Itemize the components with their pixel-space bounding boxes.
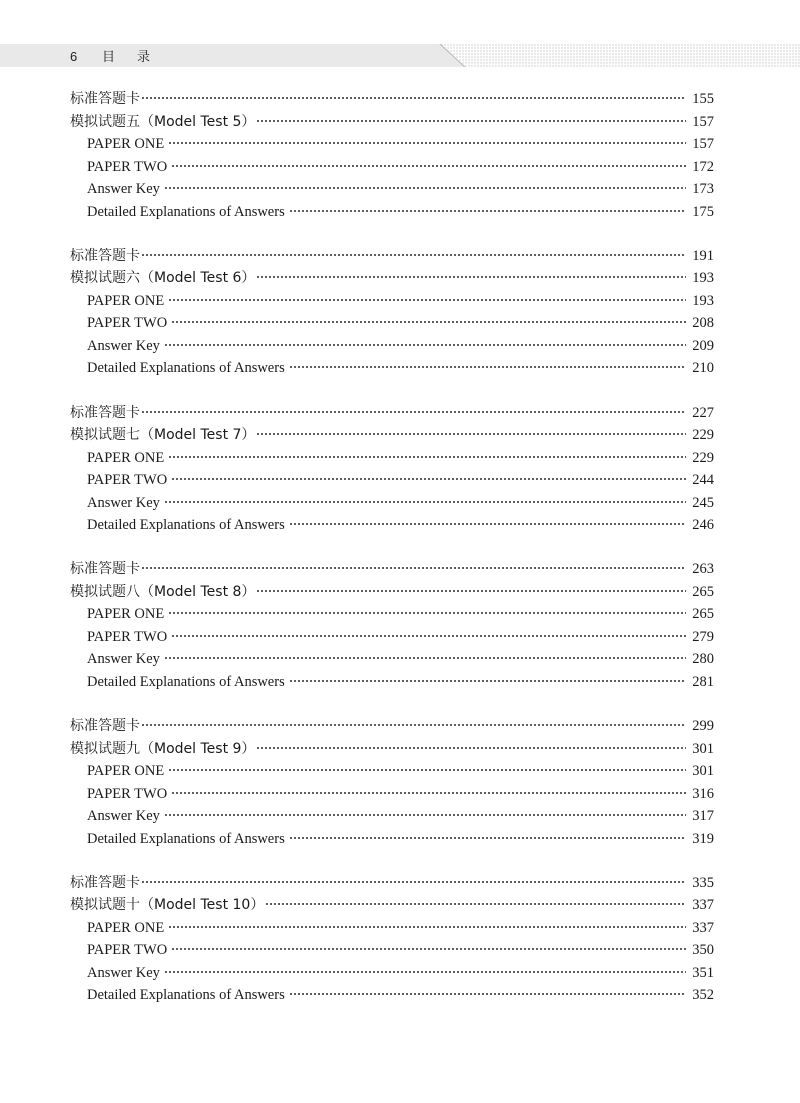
entry-label: PAPER TWO — [87, 472, 168, 489]
toc-entry-paper-two[interactable] — [70, 312, 714, 335]
entry-page: 210 — [692, 360, 714, 377]
page-title: 目录 — [102, 49, 173, 64]
entry-label: PAPER TWO — [87, 158, 168, 175]
dot-leader — [141, 721, 686, 729]
dot-leader — [168, 923, 686, 931]
entry-page: 209 — [692, 337, 714, 354]
toc-entry-answer-sheet[interactable] — [70, 402, 714, 425]
entry-page: 280 — [692, 651, 714, 668]
toc-entry-model-test[interactable] — [70, 111, 714, 134]
entry-label: 模拟试题六（Model Test 6） — [70, 270, 256, 287]
entry-page: 245 — [692, 494, 714, 511]
entry-page: 227 — [692, 404, 714, 421]
toc-entry-paper-two[interactable] — [70, 783, 714, 806]
dot-leader — [256, 744, 686, 752]
entry-page: 157 — [692, 113, 714, 130]
entry-label: 模拟试题七（Model Test 7） — [70, 427, 256, 444]
dot-leader — [164, 498, 686, 506]
toc-entry-answer-key[interactable] — [70, 805, 714, 828]
toc-entry-paper-two[interactable] — [70, 156, 714, 179]
toc-group-model-test-5 — [70, 88, 714, 223]
entry-page: 279 — [692, 628, 714, 645]
entry-page: 351 — [692, 964, 714, 981]
entry-page: 316 — [692, 785, 714, 802]
dot-leader — [171, 945, 686, 953]
dot-leader — [168, 296, 686, 304]
entry-label: PAPER ONE — [87, 292, 165, 309]
entry-label: PAPER TWO — [87, 628, 168, 645]
dot-leader — [168, 139, 686, 147]
entry-page: 208 — [692, 315, 714, 332]
entry-label: 模拟试题五（Model Test 5） — [70, 113, 256, 130]
entry-page: 281 — [692, 673, 714, 690]
entry-label: PAPER ONE — [87, 449, 165, 466]
dot-leader — [164, 654, 686, 662]
toc-entry-answer-sheet[interactable] — [70, 245, 714, 268]
entry-label: Answer Key — [87, 494, 160, 511]
toc-group-model-test-9 — [70, 715, 714, 850]
table-of-contents — [70, 88, 714, 1029]
entry-label: Answer Key — [87, 964, 160, 981]
toc-entry-model-test[interactable] — [70, 894, 714, 917]
entry-page: 191 — [692, 247, 714, 264]
entry-label: Detailed Explanations of Answers — [87, 360, 285, 377]
toc-entry-answer-key[interactable] — [70, 648, 714, 671]
entry-page: 352 — [692, 987, 714, 1004]
dot-leader — [141, 251, 686, 259]
entry-label: PAPER ONE — [87, 763, 165, 780]
dot-leader — [168, 766, 686, 774]
toc-entry-model-test[interactable] — [70, 267, 714, 290]
entry-label: 标准答题卡 — [70, 874, 140, 891]
toc-entry-paper-two[interactable] — [70, 469, 714, 492]
entry-page: 350 — [692, 942, 714, 959]
dot-leader — [171, 475, 686, 483]
dot-leader — [141, 564, 686, 572]
toc-entry-paper-one[interactable] — [70, 917, 714, 940]
toc-entry-answer-sheet[interactable] — [70, 558, 714, 581]
dot-leader — [168, 609, 686, 617]
toc-entry-model-test[interactable] — [70, 581, 714, 604]
entry-label: PAPER TWO — [87, 315, 168, 332]
toc-entry-answer-key[interactable] — [70, 492, 714, 515]
toc-entry-paper-one[interactable] — [70, 760, 714, 783]
entry-page: 301 — [692, 763, 714, 780]
toc-entry-explanations[interactable] — [70, 514, 714, 537]
toc-entry-explanations[interactable] — [70, 828, 714, 851]
entry-page: 265 — [692, 606, 714, 623]
toc-entry-paper-one[interactable] — [70, 290, 714, 313]
entry-label: 标准答题卡 — [70, 561, 140, 578]
toc-entry-paper-one[interactable] — [70, 603, 714, 626]
entry-label: Answer Key — [87, 651, 160, 668]
entry-page: 301 — [692, 740, 714, 757]
toc-entry-answer-sheet[interactable] — [70, 872, 714, 895]
dot-leader — [289, 834, 687, 842]
entry-label: 标准答题卡 — [70, 718, 140, 735]
dot-leader — [256, 430, 686, 438]
dot-leader — [164, 184, 686, 192]
dot-leader — [256, 117, 686, 125]
toc-entry-answer-key[interactable] — [70, 335, 714, 358]
toc-entry-answer-key[interactable] — [70, 178, 714, 201]
entry-page: 157 — [692, 136, 714, 152]
dot-leader — [168, 453, 686, 461]
entry-page: 193 — [692, 292, 714, 309]
entry-page: 173 — [692, 181, 714, 197]
entry-label: Detailed Explanations of Answers — [87, 987, 285, 1004]
dot-leader — [171, 632, 686, 640]
toc-entry-answer-sheet[interactable] — [70, 715, 714, 738]
toc-entry-paper-two[interactable] — [70, 939, 714, 962]
entry-label: Detailed Explanations of Answers — [87, 203, 285, 220]
toc-group-model-test-10 — [70, 872, 714, 1007]
entry-label: PAPER TWO — [87, 785, 168, 802]
dot-leader — [164, 968, 686, 976]
dot-leader — [289, 520, 687, 528]
dot-leader — [171, 789, 686, 797]
dot-leader — [289, 677, 687, 685]
dot-leader — [171, 162, 686, 170]
entry-page: 319 — [692, 830, 714, 847]
toc-entry-model-test[interactable] — [70, 424, 714, 447]
toc-entry-explanations[interactable] — [70, 201, 714, 224]
entry-label: Answer Key — [87, 181, 160, 197]
dot-leader — [141, 878, 686, 886]
entry-label: Answer Key — [87, 808, 160, 825]
entry-label: 模拟试题九（Model Test 9） — [70, 740, 256, 757]
entry-page: 172 — [692, 158, 714, 175]
entry-page: 299 — [692, 718, 714, 735]
dot-leader — [141, 408, 686, 416]
toc-entry-explanations[interactable] — [70, 357, 714, 380]
dot-leader — [256, 273, 686, 281]
entry-page: 246 — [692, 517, 714, 534]
entry-page: 337 — [692, 919, 714, 936]
toc-entry-explanations[interactable] — [70, 671, 714, 694]
entry-page: 175 — [692, 203, 714, 220]
entry-page: 265 — [692, 583, 714, 600]
entry-label: PAPER ONE — [87, 606, 165, 623]
entry-label: 模拟试题十（Model Test 10） — [70, 897, 265, 914]
entry-page: 229 — [692, 449, 714, 466]
dot-leader — [265, 900, 686, 908]
dot-leader — [289, 363, 687, 371]
entry-label: PAPER ONE — [87, 136, 165, 152]
entry-label: 标准答题卡 — [70, 404, 140, 421]
toc-entry-paper-two[interactable] — [70, 626, 714, 649]
toc-entry-model-test[interactable] — [70, 738, 714, 761]
dot-leader — [164, 341, 686, 349]
entry-label: 标准答题卡 — [70, 91, 140, 107]
entry-label: PAPER TWO — [87, 942, 168, 959]
entry-page: 263 — [692, 561, 714, 578]
dot-leader — [256, 587, 686, 595]
toc-entry-answer-key[interactable] — [70, 962, 714, 985]
entry-page: 317 — [692, 808, 714, 825]
entry-label: Detailed Explanations of Answers — [87, 830, 285, 847]
entry-label: Answer Key — [87, 337, 160, 354]
entry-page: 155 — [692, 91, 714, 107]
toc-entry-explanations[interactable] — [70, 984, 714, 1007]
entry-label: Detailed Explanations of Answers — [87, 673, 285, 690]
dot-leader — [289, 207, 687, 215]
entry-label: 标准答题卡 — [70, 247, 140, 264]
dot-leader — [141, 94, 686, 102]
dot-leader — [164, 811, 686, 819]
entry-page: 229 — [692, 427, 714, 444]
entry-label: 模拟试题八（Model Test 8） — [70, 583, 256, 600]
toc-group-model-test-6 — [70, 245, 714, 380]
entry-label: PAPER ONE — [87, 919, 165, 936]
page-number: 6 — [70, 49, 78, 64]
toc-group-model-test-7 — [70, 402, 714, 537]
toc-entry-paper-one[interactable] — [70, 133, 714, 156]
dot-leader — [289, 990, 687, 998]
entry-page: 193 — [692, 270, 714, 287]
entry-page: 335 — [692, 874, 714, 891]
toc-entry-answer-sheet[interactable] — [70, 88, 714, 111]
entry-page: 337 — [692, 897, 714, 914]
toc-group-model-test-8 — [70, 558, 714, 693]
toc-entry-paper-one[interactable] — [70, 447, 714, 470]
entry-label: Detailed Explanations of Answers — [87, 517, 285, 534]
entry-page: 244 — [692, 472, 714, 489]
dot-leader — [171, 318, 686, 326]
